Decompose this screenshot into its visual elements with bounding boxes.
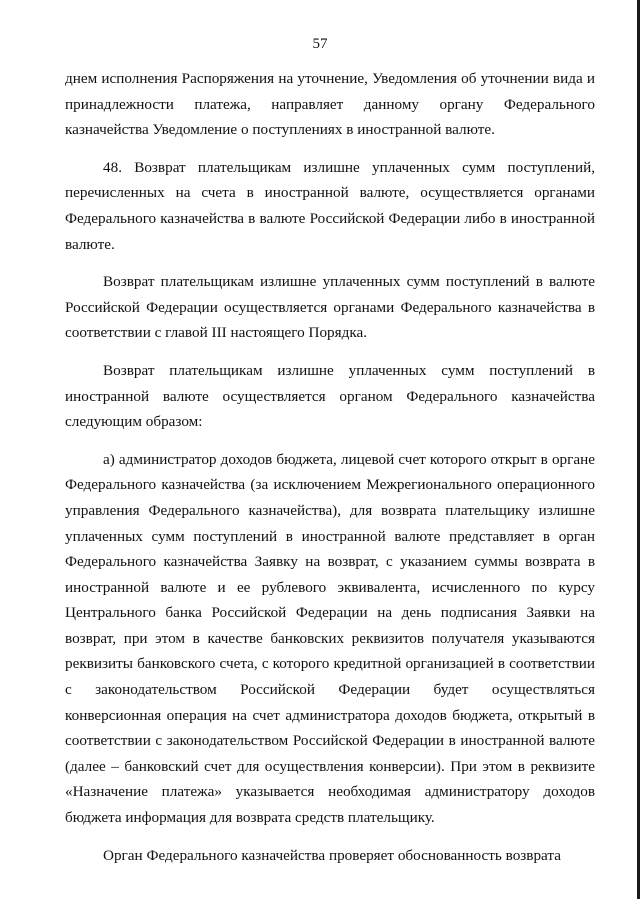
paragraph-treasury-check: Орган Федерального казначейства проверяет обоснованность возврата <box>103 846 561 864</box>
paragraph-subitem-a: а) администратор доходов бюджета, лицевой счет которого открыт в органе Федерального казначейства (за исключением Межрегионального операционного управления Федерального казначейства), для возврата плательщику излишне уплаченных сумм поступлений в иностранной валюте представляет в орган Федерального казначейства Заявку на возврат, с указанием суммы возврата в иностранной валюте и ее рублевого эквивалента, исчисленного по курсу Центрального банка Российской Федерации на день подписания Заявки на возврат, при этом в качестве банковских реквизитов получателя указываются реквизиты банковского счета, с которого кредитной организацией в соответствии с законодательством Российской Федерации будет осуществляться конверсионная операция на счет администратора доходов бюджета, открытый в соответствии с законодательством Российской Федерации в иностранной валюте (далее – банковский счет для осуществления конверсии). При этом в реквизите «Назначение платежа» указывается необходимая администратору доходов бюджета информация для возврата средств плательщику. <box>65 450 595 827</box>
document-body <box>65 66 595 880</box>
paragraph-refund-rub: Возврат плательщикам излишне уплаченных сумм поступлений в валюте Российской Федерации осуществляется органами Федерального казначейства в соответствии с главой III настоящего Порядка. <box>65 273 595 342</box>
page-number: 57 <box>312 36 328 52</box>
paragraph-item-48: 48. Возврат плательщикам излишне уплаченных сумм поступлений, перечисленных на счета в иностранной валюте, осуществляется органами Федерального казначейства в валюте Российской Федерации либо в иностранной валюте. <box>65 158 595 253</box>
paragraph-continuation: днем исполнения Распоряжения на уточнение, Уведомления об уточнении вида и принадлежности платежа, направляет данному органу Федерального казначейства Уведомление о поступлениях в иностранной валюте. <box>65 70 595 139</box>
paragraph-refund-foreign: Возврат плательщикам излишне уплаченных сумм поступлений в иностранной валюте осуществляется органом Федерального казначейства следующим образом: <box>65 361 595 431</box>
